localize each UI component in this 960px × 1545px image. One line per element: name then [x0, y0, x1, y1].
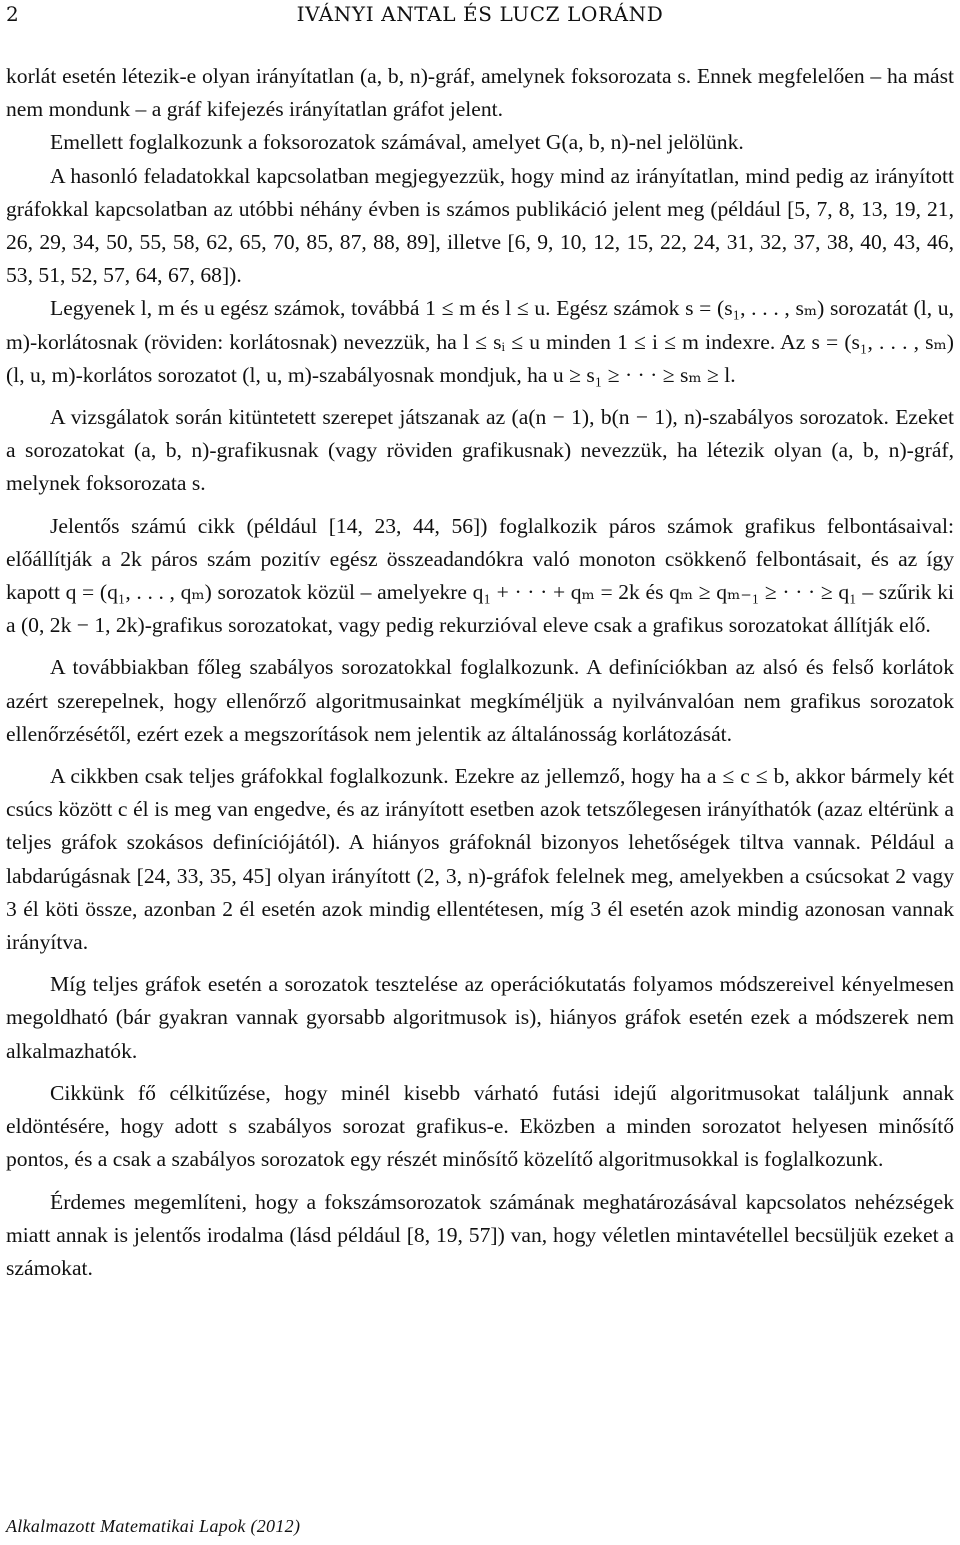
paragraph: korlát esetén létezik-e olyan irányítatlan (a, b, n)-gráf, amelynek foksorozata s. Ennek megfelelően – ha mást nem mondunk – a gráf kifejezés irányítatlan gráfot jelent. [6, 64, 954, 122]
paragraph: Míg teljes gráfok esetén a sorozatok tesztelése az operációkutatás folyamos módszereivel kényelmesen megoldható (bár gyakran vannak gyorsabb algoritmusok is), hiányos gráfok esetén ezek a módszerek nem alkalmazhatók. [6, 972, 954, 1063]
running-header [6, 0, 954, 34]
paragraph: A továbbiakban főleg szabályos sorozatokkal foglalkozunk. A definíciókban az alsó és felső korlátok azért szerepelnek, hogy ellenőrző algoritmusainkat megkíméljük a nyilvánvalóan nem grafikus sorozatok ellenőrzésétől, ezért ezek a megszorítások nem jelentik az általánosság korlátozását. [6, 655, 954, 746]
paragraph: A hasonló feladatokkal kapcsolatban megjegyezzük, hogy mind az irányítatlan, mind pedig az irányított gráfokkal kapcsolatban az utóbbi néhány évben is számos publikáció jelent meg (például [5, 7, 8, 13, 19, 21, 26, 29, 34, 50, 55, 58, 62, 65, 70, 85, 87, 88, 89], illetve [6, 9, 10, 12, 15, 22, 24, 31, 32, 37, 38, 40, 43, 46, 53, 51, 52, 57, 64, 67, 68]). [6, 163, 954, 288]
paragraph: Érdemes megemlíteni, hogy a fokszámsorozatok számának meghatározásával kapcsolatos nehézségek miatt annak is jelentős irodalma (lásd például [8, 19, 57]) van, hogy véletlen mintavétellel becsüljük ezeket a számokat. [6, 1189, 954, 1280]
paragraph: A cikkben csak teljes gráfokkal foglalkozunk. Ezekre az jellemző, hogy ha a ≤ c ≤ b, akkor bármely két csúcs között c él is meg van engedve, és az irányított esetben azok tetszőlegesen irányíthatók (azaz eltérünk a teljes gráfok szokásos definíciójától). A hiányos gráfoknál bizonyos lehetőségek tiltva vannak. Például a labdarúgásnak [24, 33, 35, 45] olyan irányított (2, 3, n)-gráfok felelnek meg, amelyekben a csúcsokat 2 vagy 3 él köti össze, azonban 2 él esetén azok mindig ellentétesen, míg 3 él esetén azok mindig azonosan vannak irányítva. [6, 764, 954, 955]
paragraph: Cikkünk fő célkitűzése, hogy minél kisebb várható futási idejű algoritmusokat találjunk annak eldöntésére, hogy adott s szabályos sorozat grafikus-e. Eközben a minden sorozatot helyesen minősítő pontos, és a csak a szabályos sorozatok egy részét minősítő közelítő algoritmusokkal is foglalkozunk. [6, 1080, 954, 1172]
paragraph: Emellett foglalkozunk a foksorozatok számával, amelyet G(a, b, n)-nel jelölünk. [50, 130, 744, 155]
paragraph: Jelentős számú cikk (például [14, 23, 44, 56]) foglalkozik páros számok grafikus felbontásaival: előállítják a 2k páros szám pozitív egész összeadandókra való monoton csökkenő felbontásait, és az így kapott q = (q₁, . . . , qₘ) sorozatok közül – amelyekre q₁ + · · · + qₘ = 2k és qₘ ≥ qₘ₋₁ ≥ · · · ≥ q₁ – szűrik ki a (0, 2k − 1, 2k)-grafikus sorozatokat, vagy pedig rekurzióval eleve csak a grafikus sorozatokat állítják elő. [6, 513, 954, 638]
running-title: IVÁNYI ANTAL ÉS LUCZ LORÁND [296, 2, 664, 26]
article-body [6, 60, 954, 1285]
paragraph: A vizsgálatok során kitüntetett szerepet játszanak az (a(n − 1), b(n − 1), n)-szabályos sorozatok. Ezeket a sorozatokat (a, b, n)-grafikusnak (vagy röviden grafikusnak) nevezzük, ha létezik olyan (a, b, n)-gráf, melynek foksorozata s. [6, 405, 954, 496]
paragraph: Legyenek l, m és u egész számok, továbbá 1 ≤ m és l ≤ u. Egész számok s = (s₁, . . . , sₘ) sorozatát (l, u, m)-korlátosnak (röviden: korlátosnak) nevezzük, ha l ≤ sᵢ ≤ u minden 1 ≤ i ≤ m indexre. Az s = (s₁, . . . , sₘ) (l, u, m)-korlátos sorozatot (l, u, m)-szabályosnak mondjuk, ha u ≥ s₁ ≥ · · · ≥ sₘ ≥ l. [6, 296, 954, 387]
page-number: 2 [6, 2, 20, 26]
journal-footer: Alkalmazott Matematikai Lapok (2012) [6, 1516, 301, 1536]
